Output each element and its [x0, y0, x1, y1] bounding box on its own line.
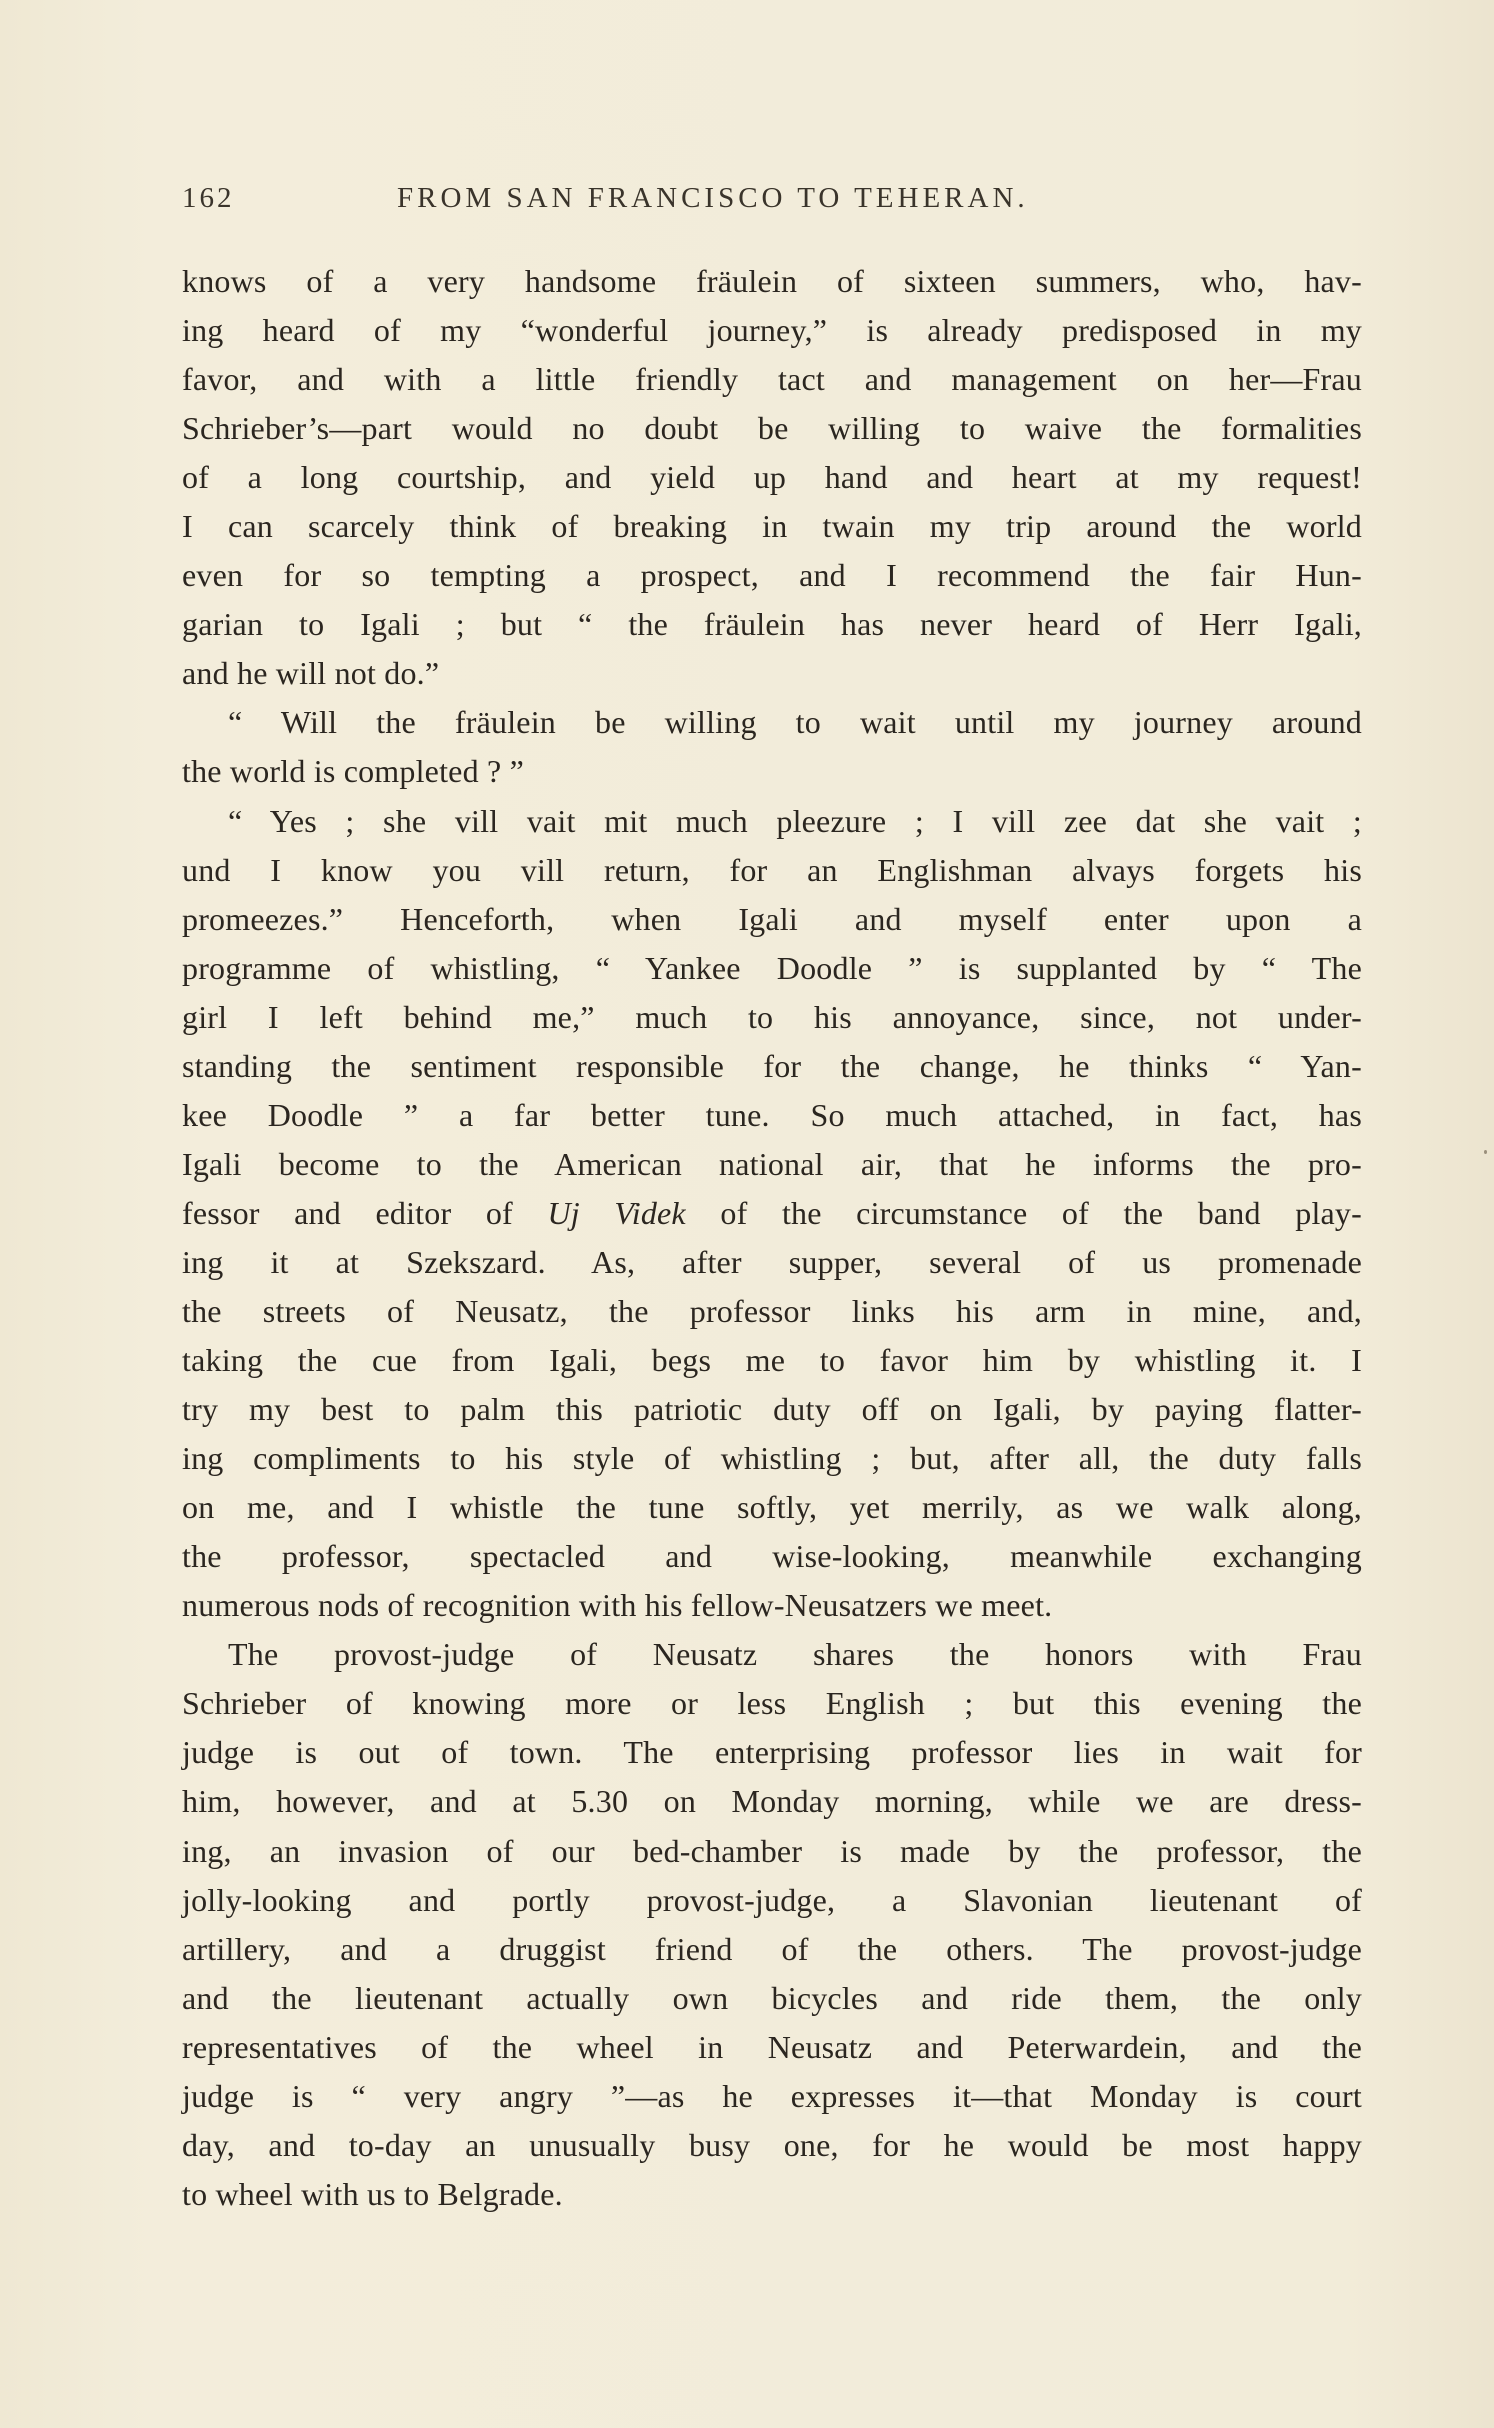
text-line: und I know you vill return, for an Englishman alvays forgets his: [182, 851, 1362, 888]
text-line: try my best to palm this patriotic duty off on Igali, by paying flatter-: [182, 1391, 1362, 1428]
text-line: girl I left behind me,” much to his annoyance, since, not under-: [182, 998, 1362, 1035]
text-line: and the lieutenant actually own bicycles and ride them, the only: [182, 1979, 1362, 2016]
text-line: day, and to-day an unusually busy one, for he would be most happy: [182, 2126, 1362, 2163]
text-line: “ Will the fräulein be willing to wait until my journey around: [228, 704, 1362, 741]
text-line: numerous nods of recognition with his fellow-Neusatzers we meet.: [182, 1587, 1053, 1624]
text-line: on me, and I whistle the tune softly, yet merrily, as we walk along,: [182, 1489, 1362, 1526]
running-title: FROM SAN FRANCISCO TO TEHERAN.: [397, 182, 1029, 214]
text-line: judge is out of town. The enterprising professor lies in wait for: [182, 1734, 1362, 1771]
text-line: him, however, and at 5.30 on Monday morning, while we are dress-: [182, 1783, 1362, 1820]
text-line: representatives of the wheel in Neusatz and Peterwardein, and the: [182, 2028, 1362, 2065]
text-line: jolly-looking and portly provost-judge, a Slavonian lieutenant of: [182, 1881, 1362, 1918]
running-header: [182, 182, 1362, 230]
text-line: the professor, spectacled and wise-looking, meanwhile exchanging: [182, 1538, 1362, 1575]
paper-speck: [1484, 1150, 1487, 1154]
text-line: and he will not do.”: [182, 655, 440, 692]
text-line: kee Doodle ” a far better tune. So much attached, in fact, has: [182, 1096, 1362, 1133]
text-line: ing, an invasion of our bed-chamber is made by the professor, the: [182, 1832, 1362, 1869]
text-line: “ Yes ; she vill vait mit much pleezure ; I vill zee dat she vait ;: [228, 802, 1362, 839]
text-line: standing the sentiment responsible for the change, he thinks “ Yan-: [182, 1047, 1362, 1084]
text-line: ing heard of my “wonderful journey,” is already predisposed in my: [182, 312, 1362, 349]
text-line: promeezes.” Henceforth, when Igali and myself enter upon a: [182, 900, 1362, 937]
text-line: programme of whistling, “ Yankee Doodle ” is supplanted by “ The: [182, 949, 1362, 986]
text-line: to wheel with us to Belgrade.: [182, 2175, 563, 2212]
text-line: even for so tempting a prospect, and I recommend the fair Hun-: [182, 557, 1362, 594]
text-line: the streets of Neusatz, the professor links his arm in mine, and,: [182, 1292, 1362, 1329]
text-line: Schrieber of knowing more or less English ; but this evening the: [182, 1685, 1362, 1722]
text-line: favor, and with a little friendly tact and management on her—Frau: [182, 361, 1362, 398]
text-fragment: of the circumstance of the band play-: [685, 1194, 1362, 1231]
text-line: artillery, and a druggist friend of the others. The provost-judge: [182, 1930, 1362, 1967]
text-line: Igali become to the American national air, that he informs the pro-: [182, 1145, 1362, 1182]
text-line: I can scarcely think of breaking in twain my trip around the world: [182, 508, 1362, 545]
text-line: of a long courtship, and yield up hand and heart at my request!: [182, 459, 1362, 496]
text-line: garian to Igali ; but “ the fräulein has never heard of Herr Igali,: [182, 606, 1362, 643]
text-fragment: fessor and editor of: [182, 1194, 548, 1231]
page-number: 162: [182, 182, 235, 214]
text-line: ing it at Szekszard. As, after supper, several of us promenade: [182, 1243, 1362, 1280]
text-line: Schrieber’s—part would no doubt be willing to waive the formalities: [182, 410, 1362, 447]
text-line: ing compliments to his style of whistling ; but, after all, the duty falls: [182, 1440, 1362, 1477]
text-line: The provost-judge of Neusatz shares the honors with Frau: [228, 1636, 1362, 1673]
text-line: taking the cue from Igali, begs me to favor him by whistling it. I: [182, 1342, 1362, 1379]
text-line: judge is “ very angry ”—as he expresses it—that Monday is court: [182, 2077, 1362, 2114]
text-line-with-italic: [182, 1189, 1362, 1238]
text-line: the world is completed ? ”: [182, 753, 524, 790]
newspaper-title: Uj Videk: [547, 1194, 686, 1231]
text-line: knows of a very handsome fräulein of sixteen summers, who, hav-: [182, 263, 1362, 299]
body-text: [182, 257, 1362, 2219]
